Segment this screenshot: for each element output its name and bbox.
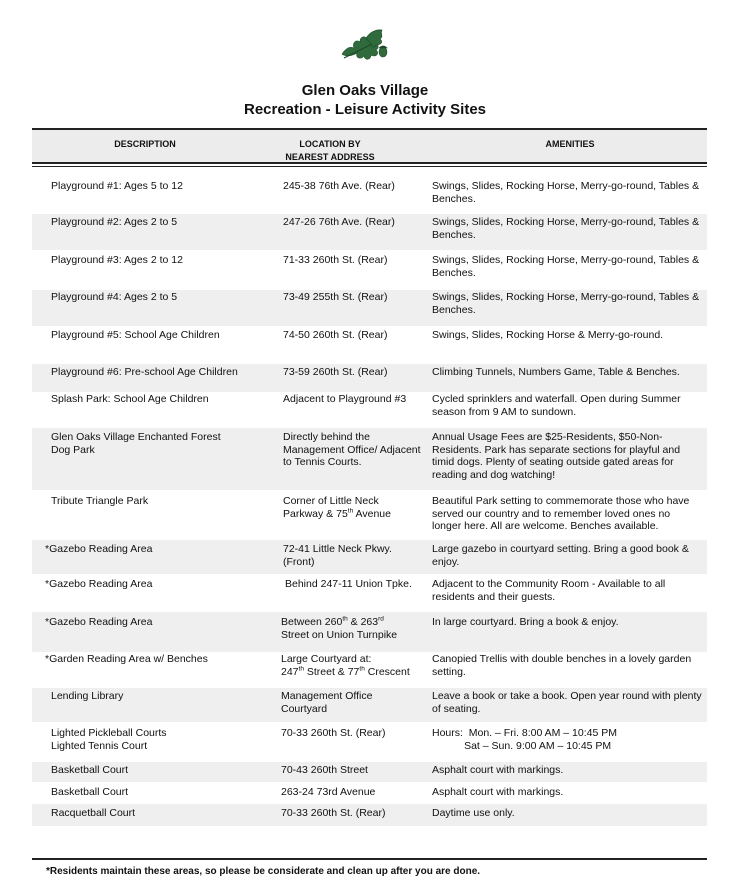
page-subtitle: Recreation - Leisure Activity Sites [243, 101, 487, 118]
cell-description: Tribute Triangle Park [51, 495, 149, 507]
cell-amenities: In large courtyard. Bring a book & enjoy. [432, 616, 619, 628]
cell-amenities: Swings, Slides, Rocking Horse, Merry-go-round, Tables & Benches. [432, 216, 700, 241]
cell-location: 73-49 255th St. (Rear) [283, 291, 388, 303]
cell-location: 247-26 76th Ave. (Rear) [283, 216, 395, 228]
cell-amenities: Swings, Slides, Rocking Horse, Merry-go-round, Tables & Benches. [432, 254, 700, 279]
cell-description: Playground #4: Ages 2 to 5 [51, 291, 178, 303]
cell-location: Between 260th & 263rd Street on Union Turnpike [281, 615, 398, 641]
cell-location: 73-59 260th St. (Rear) [283, 366, 388, 378]
cell-location: 70-33 260th St. (Rear) [281, 727, 386, 739]
page-title: Glen Oaks Village [301, 82, 429, 99]
cell-amenities: Annual Usage Fees are $25-Residents, $50-Non-Residents. Park has separate sections for playful and timid dogs. Plenty of seating outside gated areas for reading and dog watching! [432, 431, 681, 481]
footnote: *Residents maintain these areas, so please be considerate and clean up after you are done. [46, 866, 481, 877]
cell-location: Management Office Courtyard [281, 690, 373, 715]
cell-description: *Gazebo Reading Area [45, 543, 153, 555]
header-rule-bottom [32, 162, 707, 164]
footer-rule [32, 858, 707, 860]
cell-location: 71-33 260th St. (Rear) [283, 254, 388, 266]
cell-amenities: Adjacent to the Community Room - Available to all residents and their guests. [432, 578, 666, 603]
cell-amenities: Daytime use only. [432, 807, 515, 819]
cell-description: Playground #1: Ages 5 to 12 [51, 180, 183, 192]
cell-description: Splash Park: School Age Children [51, 393, 209, 405]
cell-amenities: Swings, Slides, Rocking Horse & Merry-go-round. [432, 329, 664, 341]
cell-description: Playground #3: Ages 2 to 12 [51, 254, 183, 266]
cell-amenities: Hours: Mon. – Fri. 8:00 AM – 10:45 PM Sat – Sun. 9:00 AM – 10:45 PM [432, 727, 617, 752]
cell-location: 74-50 260th St. (Rear) [283, 329, 388, 341]
cell-amenities: Asphalt court with markings. [432, 764, 564, 776]
column-header-location: LOCATION BY NEAREST ADDRESS [285, 139, 375, 162]
cell-amenities: Canopied Trellis with double benches in a lovely garden setting. [432, 653, 692, 678]
cell-amenities: Leave a book or take a book. Open year round with plenty of seating. [432, 690, 702, 715]
cell-description: *Gazebo Reading Area [45, 616, 153, 628]
cell-description: Lighted Pickleball Courts Lighted Tennis Court [51, 727, 167, 752]
cell-description: Playground #5: School Age Children [51, 329, 220, 341]
cell-amenities: Large gazebo in courtyard setting. Bring a good book & enjoy. [432, 543, 689, 568]
cell-location: 70-43 260th Street [281, 764, 368, 776]
cell-description: Basketball Court [51, 764, 129, 776]
cell-description: Lending Library [51, 690, 124, 702]
column-header-description: DESCRIPTION [114, 139, 176, 149]
cell-description: *Gazebo Reading Area [45, 578, 153, 590]
cell-location: 245-38 76th Ave. (Rear) [283, 180, 395, 192]
cell-amenities: Beautiful Park setting to commemorate those who have served our country and to remember loved ones no longer here. All are welcome. Benches available. [432, 495, 690, 532]
cell-amenities: Asphalt court with markings. [432, 786, 564, 798]
cell-description: Glen Oaks Village Enchanted Forest Dog Park [51, 431, 221, 456]
cell-location: Large Courtyard at: 247th Street & 77th Crescent [281, 653, 410, 678]
header-rule-double [32, 166, 707, 167]
cell-location: 263-24 73rd Avenue [281, 786, 376, 798]
cell-location: Corner of Little Neck Parkway & 75th Avenue [283, 495, 391, 520]
cell-amenities: Swings, Slides, Rocking Horse, Merry-go-round, Tables & Benches. [432, 180, 700, 205]
cell-description: *Garden Reading Area w/ Benches [45, 653, 208, 665]
cell-description: Basketball Court [51, 786, 129, 798]
column-header-amenities: AMENITIES [545, 139, 595, 149]
cell-location: 70-33 260th St. (Rear) [281, 807, 386, 819]
cell-location: Directly behind the Management Office/ Adjacent to Tennis Courts. [283, 431, 421, 468]
cell-location: Behind 247-11 Union Tpke. [285, 578, 412, 590]
cell-location: 72-41 Little Neck Pkwy. (Front) [283, 543, 392, 568]
cell-amenities: Swings, Slides, Rocking Horse, Merry-go-round, Tables & Benches. [432, 291, 700, 316]
cell-description: Playground #2: Ages 2 to 5 [51, 216, 178, 228]
cell-description: Playground #6: Pre-school Age Children [51, 366, 238, 378]
cell-amenities: Cycled sprinklers and waterfall. Open during Summer season from 9 AM to sundown. [432, 393, 681, 418]
cell-description: Racquetball Court [51, 807, 136, 819]
cell-amenities: Climbing Tunnels, Numbers Game, Table & Benches. [432, 366, 680, 378]
oak-leaf-acorn-icon [336, 24, 394, 66]
cell-location: Adjacent to Playground #3 [283, 393, 407, 405]
